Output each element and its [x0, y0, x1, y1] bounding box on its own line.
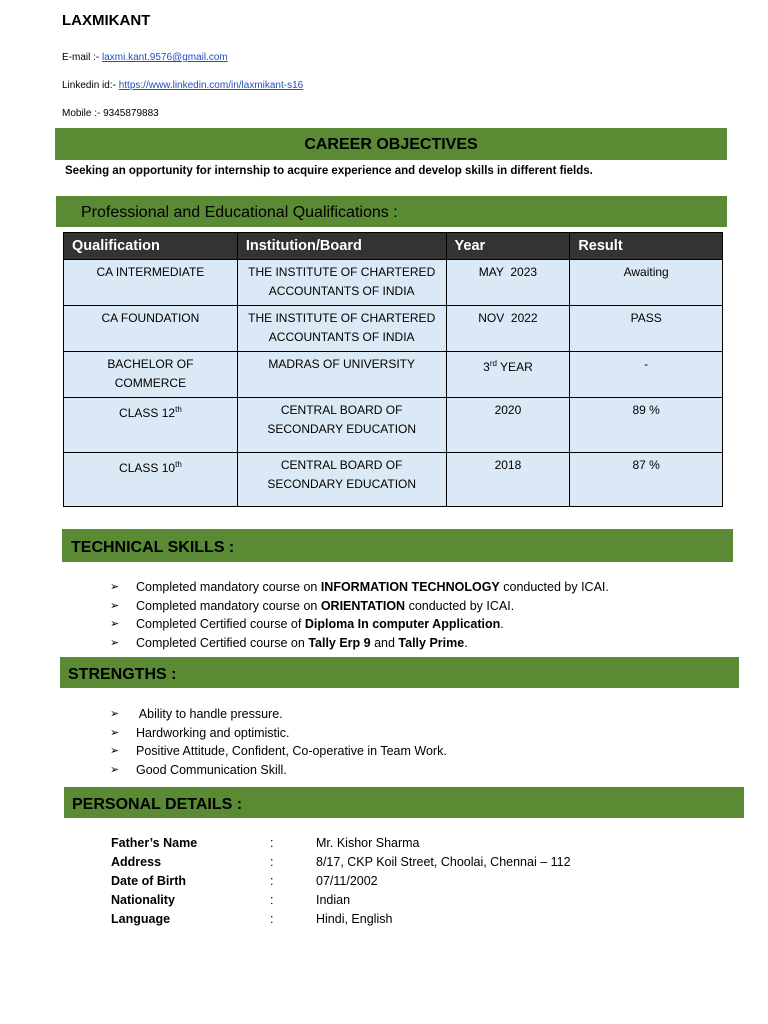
item-text: Hardworking and optimistic.	[136, 725, 290, 740]
arrow-bullet-icon: ➢	[110, 581, 120, 593]
list-item	[110, 615, 609, 634]
cell-result: 87 %	[570, 453, 723, 507]
detail-row-dob	[111, 872, 671, 891]
email-line	[62, 52, 228, 63]
cell-institution: THE INSTITUTE OF CHARTERED ACCOUNTANTS OF INDIA	[237, 260, 446, 306]
table-row	[64, 352, 723, 398]
list-item	[110, 634, 609, 653]
detail-value: Hindi, English	[316, 912, 393, 926]
item-text: .	[500, 617, 504, 632]
qualifications-heading	[56, 196, 727, 227]
cell-year	[446, 352, 570, 398]
detail-label: Address	[111, 855, 162, 869]
detail-label: Father’s Name	[111, 836, 198, 850]
item-text: .	[464, 636, 468, 651]
technical-skills-heading: TECHNICAL SKILLS :	[62, 529, 733, 562]
career-objective-text: Seeking an opportunity for internship to acquire experience and develop skills in different fields.	[65, 165, 593, 177]
col-header-institution: Institution/Board	[237, 233, 446, 260]
year-number: 3	[483, 360, 490, 374]
arrow-bullet-icon: ➢	[110, 708, 120, 720]
class-suffix: th	[175, 405, 182, 414]
arrow-bullet-icon: ➢	[110, 618, 120, 631]
item-text: conducted by ICAI.	[405, 598, 515, 613]
mobile-line: Mobile :- 9345879883	[62, 108, 159, 119]
linkedin-label: Linkedin id:-	[62, 80, 119, 91]
arrow-bullet-icon: ➢	[110, 599, 120, 612]
cell-result: 89 %	[570, 398, 723, 453]
detail-row-language	[111, 910, 671, 929]
email-label: E-mail :-	[62, 52, 102, 63]
cell-year: MAY 2023	[446, 260, 570, 306]
col-header-year: Year	[446, 233, 570, 260]
cell-institution: THE INSTITUTE OF CHARTERED ACCOUNTANTS OF INDIA	[237, 306, 446, 352]
email-link[interactable]: laxmi.kant.9576@gmail.com	[102, 52, 228, 63]
career-objectives-heading: CAREER OBJECTIVES	[55, 128, 727, 160]
cell-qualification: CA FOUNDATION	[64, 306, 238, 352]
arrow-bullet-icon: ➢	[110, 637, 120, 650]
table-header-row	[64, 233, 723, 260]
cell-result: PASS	[570, 306, 723, 352]
cell-result: Awaiting	[570, 260, 723, 306]
year-suffix: rd	[489, 359, 497, 368]
detail-row-nationality	[111, 891, 671, 910]
item-bold: Tally Prime	[398, 636, 465, 651]
cell-institution: CENTRAL BOARD OF SECONDARY EDUCATION	[237, 398, 446, 453]
class-label: CLASS 12	[119, 406, 176, 420]
item-text: and	[370, 636, 399, 651]
col-header-result: Result	[570, 233, 723, 260]
detail-separator: :	[270, 836, 274, 850]
detail-separator: :	[270, 893, 274, 907]
personal-details	[111, 834, 671, 929]
technical-skills-list	[110, 578, 609, 653]
item-text: Good Communication Skill.	[136, 763, 287, 778]
table-row	[64, 260, 723, 306]
item-text: conducted by ICAI.	[499, 580, 609, 594]
year-rest: YEAR	[496, 360, 533, 374]
cell-qualification: CA INTERMEDIATE	[64, 260, 238, 306]
strengths-list	[110, 705, 447, 780]
item-bold: ORIENTATION	[320, 598, 406, 613]
detail-value: 8/17, CKP Koil Street, Choolai, Chennai – 112	[316, 855, 571, 869]
detail-row-address	[111, 853, 671, 872]
item-text: Completed Certified course of	[136, 617, 305, 632]
cell-year: 2020	[446, 398, 570, 453]
linkedin-link[interactable]: https://www.linkedin.com/in/laxmikant-s16	[118, 80, 304, 91]
detail-separator: :	[270, 912, 274, 926]
cell-institution: MADRAS OF UNIVERSITY	[237, 352, 446, 398]
candidate-name: LAXMIKANT	[62, 12, 151, 29]
item-text: Completed Certified course on	[136, 636, 309, 651]
table-row	[64, 398, 723, 453]
item-text: Completed mandatory course on	[136, 580, 321, 594]
list-item	[110, 761, 447, 780]
arrow-bullet-icon: ➢	[110, 726, 120, 739]
class-label: CLASS 10	[119, 461, 176, 475]
linkedin-line	[62, 80, 303, 91]
cell-year: NOV 2022	[446, 306, 570, 352]
cell-qualification: BACHELOR OF COMMERCE	[64, 352, 238, 398]
detail-separator: :	[270, 855, 274, 869]
cell-institution: CENTRAL BOARD OF SECONDARY EDUCATION	[237, 453, 446, 507]
item-text: Completed mandatory course on	[136, 598, 321, 613]
detail-label: Language	[111, 912, 171, 926]
qualifications-heading-text: Professional and Educational Qualifications :	[81, 204, 398, 221]
detail-label: Date of Birth	[111, 874, 186, 888]
qualifications-table	[63, 232, 723, 507]
list-item	[110, 724, 447, 743]
cell-qualification	[64, 398, 238, 453]
table-row	[64, 306, 723, 352]
list-item	[110, 705, 447, 724]
list-item	[110, 597, 609, 616]
item-text: Positive Attitude, Confident, Co-operative in Team Work.	[136, 744, 447, 759]
strengths-heading: STRENGTHS :	[60, 657, 739, 688]
arrow-bullet-icon: ➢	[110, 764, 120, 777]
table-row	[64, 453, 723, 507]
arrow-bullet-icon: ➢	[110, 745, 120, 758]
col-header-qualification: Qualification	[64, 233, 238, 260]
detail-value: Mr. Kishor Sharma	[316, 836, 420, 850]
detail-row-father	[111, 834, 671, 853]
detail-label: Nationality	[111, 893, 175, 907]
personal-details-heading: PERSONAL DETAILS :	[64, 787, 744, 818]
class-suffix: th	[175, 460, 182, 469]
item-bold: Diploma In computer Application	[304, 617, 501, 632]
cell-year: 2018	[446, 453, 570, 507]
detail-value: 07/11/2002	[316, 874, 378, 888]
detail-separator: :	[270, 874, 274, 888]
item-bold: INFORMATION TECHNOLOGY	[320, 580, 500, 594]
item-text: Ability to handle pressure.	[136, 707, 283, 721]
list-item	[110, 742, 447, 761]
item-bold: Tally Erp 9	[308, 636, 371, 651]
detail-value: Indian	[316, 893, 351, 907]
list-item	[110, 578, 609, 597]
cell-qualification	[64, 453, 238, 507]
cell-result: -	[570, 352, 723, 398]
